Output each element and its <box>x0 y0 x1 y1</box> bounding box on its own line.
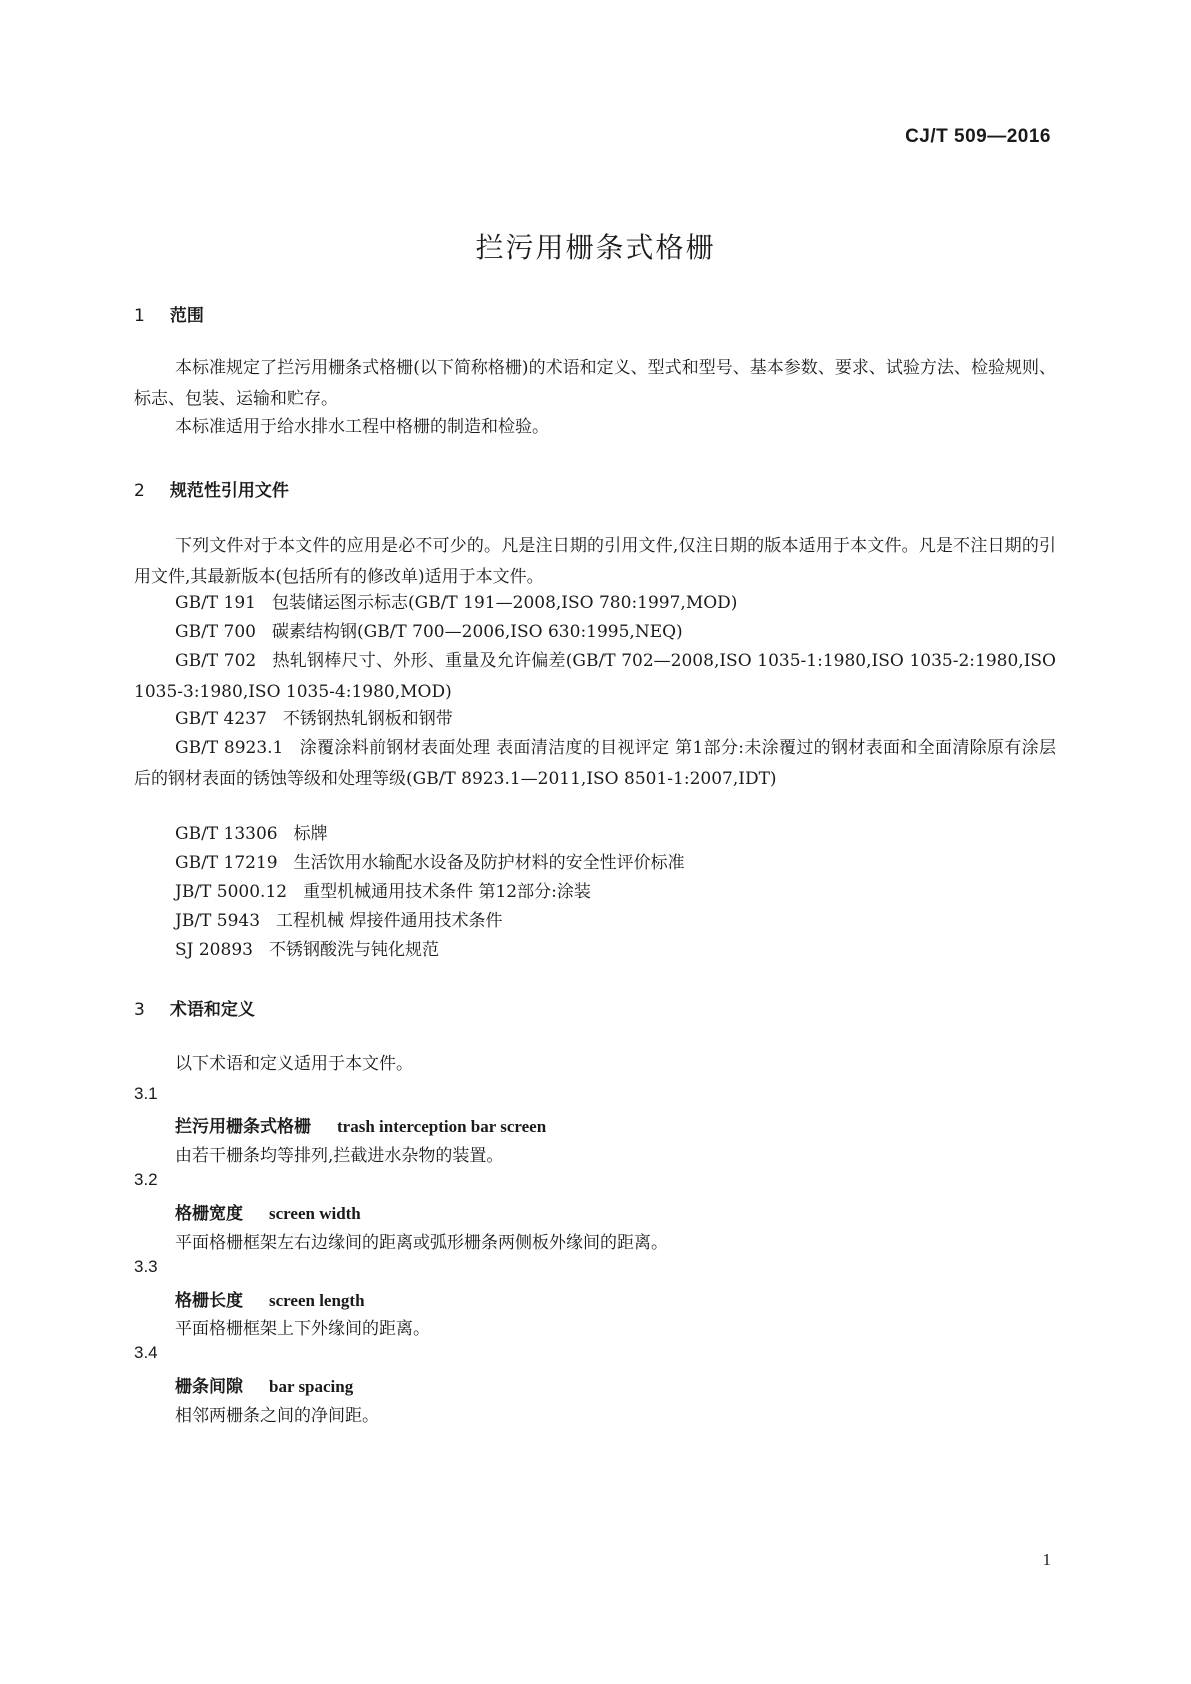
reference-item <box>175 906 502 937</box>
section-number: 1 <box>134 306 145 326</box>
reference-item <box>175 617 683 648</box>
section-title: 规范性引用文件 <box>169 481 289 501</box>
section-title: 术语和定义 <box>169 1000 255 1020</box>
reference-code: SJ 20893 <box>175 940 253 960</box>
section-number: 3 <box>134 1000 145 1020</box>
reference-title: 包装储运图示标志(GB/T 191—2008,ISO 780:1997,MOD) <box>272 593 738 613</box>
reference-title: 热轧钢棒尺寸、外形、重量及允许偏差(GB/T 702—2008,ISO 1035-1:1980,ISO 1035-2:1980,ISO 1035-3:1980,ISO 1035-4:1980,MOD) <box>134 651 1056 702</box>
term-name-en: screen length <box>269 1291 365 1310</box>
term-name <box>175 1286 365 1311</box>
scope-paragraph-1: 本标准规定了拦污用栅条式格栅(以下简称格栅)的术语和定义、型式和型号、基本参数、要求、试验方法、检验规则、标志、包装、运输和贮存。 <box>134 358 1056 409</box>
term-number: 3.3 <box>134 1257 158 1276</box>
page-number: 1 <box>1042 1550 1051 1569</box>
reference-title: 重型机械通用技术条件 第12部分:涂装 <box>303 882 591 902</box>
section-number: 2 <box>134 481 145 501</box>
reference-title: 碳素结构钢(GB/T 700—2006,ISO 630:1995,NEQ) <box>272 622 683 642</box>
section-2-heading <box>134 476 289 501</box>
reference-title: 涂覆涂料前钢材表面处理 表面清洁度的目视评定 第1部分:未涂覆过的钢材表面和全面清除原有涂层后的钢材表面的锈蚀等级和处理等级(GB/T 8923.1—2011,ISO 8501-1:2007,IDT) <box>134 738 1056 789</box>
term-name-zh: 格栅宽度 <box>175 1204 243 1224</box>
section-title: 范围 <box>169 306 204 326</box>
reference-code: GB/T 702 <box>175 651 257 671</box>
term-name-en: bar spacing <box>269 1377 354 1396</box>
reference-code: GB/T 191 <box>175 593 256 613</box>
reference-item <box>175 588 737 619</box>
term-number: 3.1 <box>134 1084 158 1103</box>
term-definition: 由若干栅条均等排列,拦截进水杂物的装置。 <box>175 1146 504 1166</box>
reference-item <box>175 848 685 879</box>
reference-code: GB/T 13306 <box>175 824 278 844</box>
reference-code: GB/T 700 <box>175 622 256 642</box>
term-name-en: screen width <box>269 1204 361 1223</box>
term-name <box>175 1372 353 1397</box>
reference-item <box>175 819 328 850</box>
reference-code: JB/T 5000.12 <box>175 882 288 902</box>
term-name-zh: 格栅长度 <box>175 1291 243 1311</box>
term-definition: 相邻两栅条之间的净间距。 <box>175 1406 379 1426</box>
section-1-heading <box>134 301 204 326</box>
reference-title: 生活饮用水输配水设备及防护材料的安全性评价标准 <box>293 853 685 873</box>
reference-code: GB/T 17219 <box>175 853 278 873</box>
reference-item <box>175 935 439 966</box>
term-definition: 平面格栅框架左右边缘间的距离或弧形栅条两侧板外缘间的距离。 <box>175 1233 668 1253</box>
reference-item <box>134 646 1056 708</box>
term-number: 3.2 <box>134 1170 158 1189</box>
term-name <box>175 1112 546 1137</box>
reference-code: GB/T 8923.1 <box>175 738 284 758</box>
term-name <box>175 1199 361 1224</box>
section-3-heading <box>134 995 255 1020</box>
references-intro: 下列文件对于本文件的应用是必不可少的。凡是注日期的引用文件,仅注日期的版本适用于本文件。凡是不注日期的引用文件,其最新版本(包括所有的修改单)适用于本文件。 <box>134 536 1056 587</box>
reference-title: 工程机械 焊接件通用技术条件 <box>276 911 503 931</box>
terms-intro: 以下术语和定义适用于本文件。 <box>175 1054 413 1074</box>
reference-code: GB/T 4237 <box>175 709 267 729</box>
reference-code: JB/T 5943 <box>175 911 261 931</box>
reference-item <box>175 704 453 735</box>
scope-paragraph-2: 本标准适用于给水排水工程中格栅的制造和检验。 <box>175 417 549 437</box>
reference-item <box>175 877 591 908</box>
standard-code: CJ/T 509—2016 <box>905 126 1051 147</box>
term-number: 3.4 <box>134 1343 158 1362</box>
document-title: 拦污用栅条式格栅 <box>475 231 716 264</box>
term-name-zh: 拦污用栅条式格栅 <box>175 1117 311 1137</box>
reference-title: 标牌 <box>293 824 328 844</box>
reference-title: 不锈钢热轧钢板和钢带 <box>282 709 453 729</box>
term-name-en: trash interception bar screen <box>337 1117 547 1136</box>
term-name-zh: 栅条间隙 <box>175 1377 243 1397</box>
reference-item <box>134 733 1056 795</box>
reference-title: 不锈钢酸洗与钝化规范 <box>268 940 439 960</box>
term-definition: 平面格栅框架上下外缘间的距离。 <box>175 1319 430 1339</box>
